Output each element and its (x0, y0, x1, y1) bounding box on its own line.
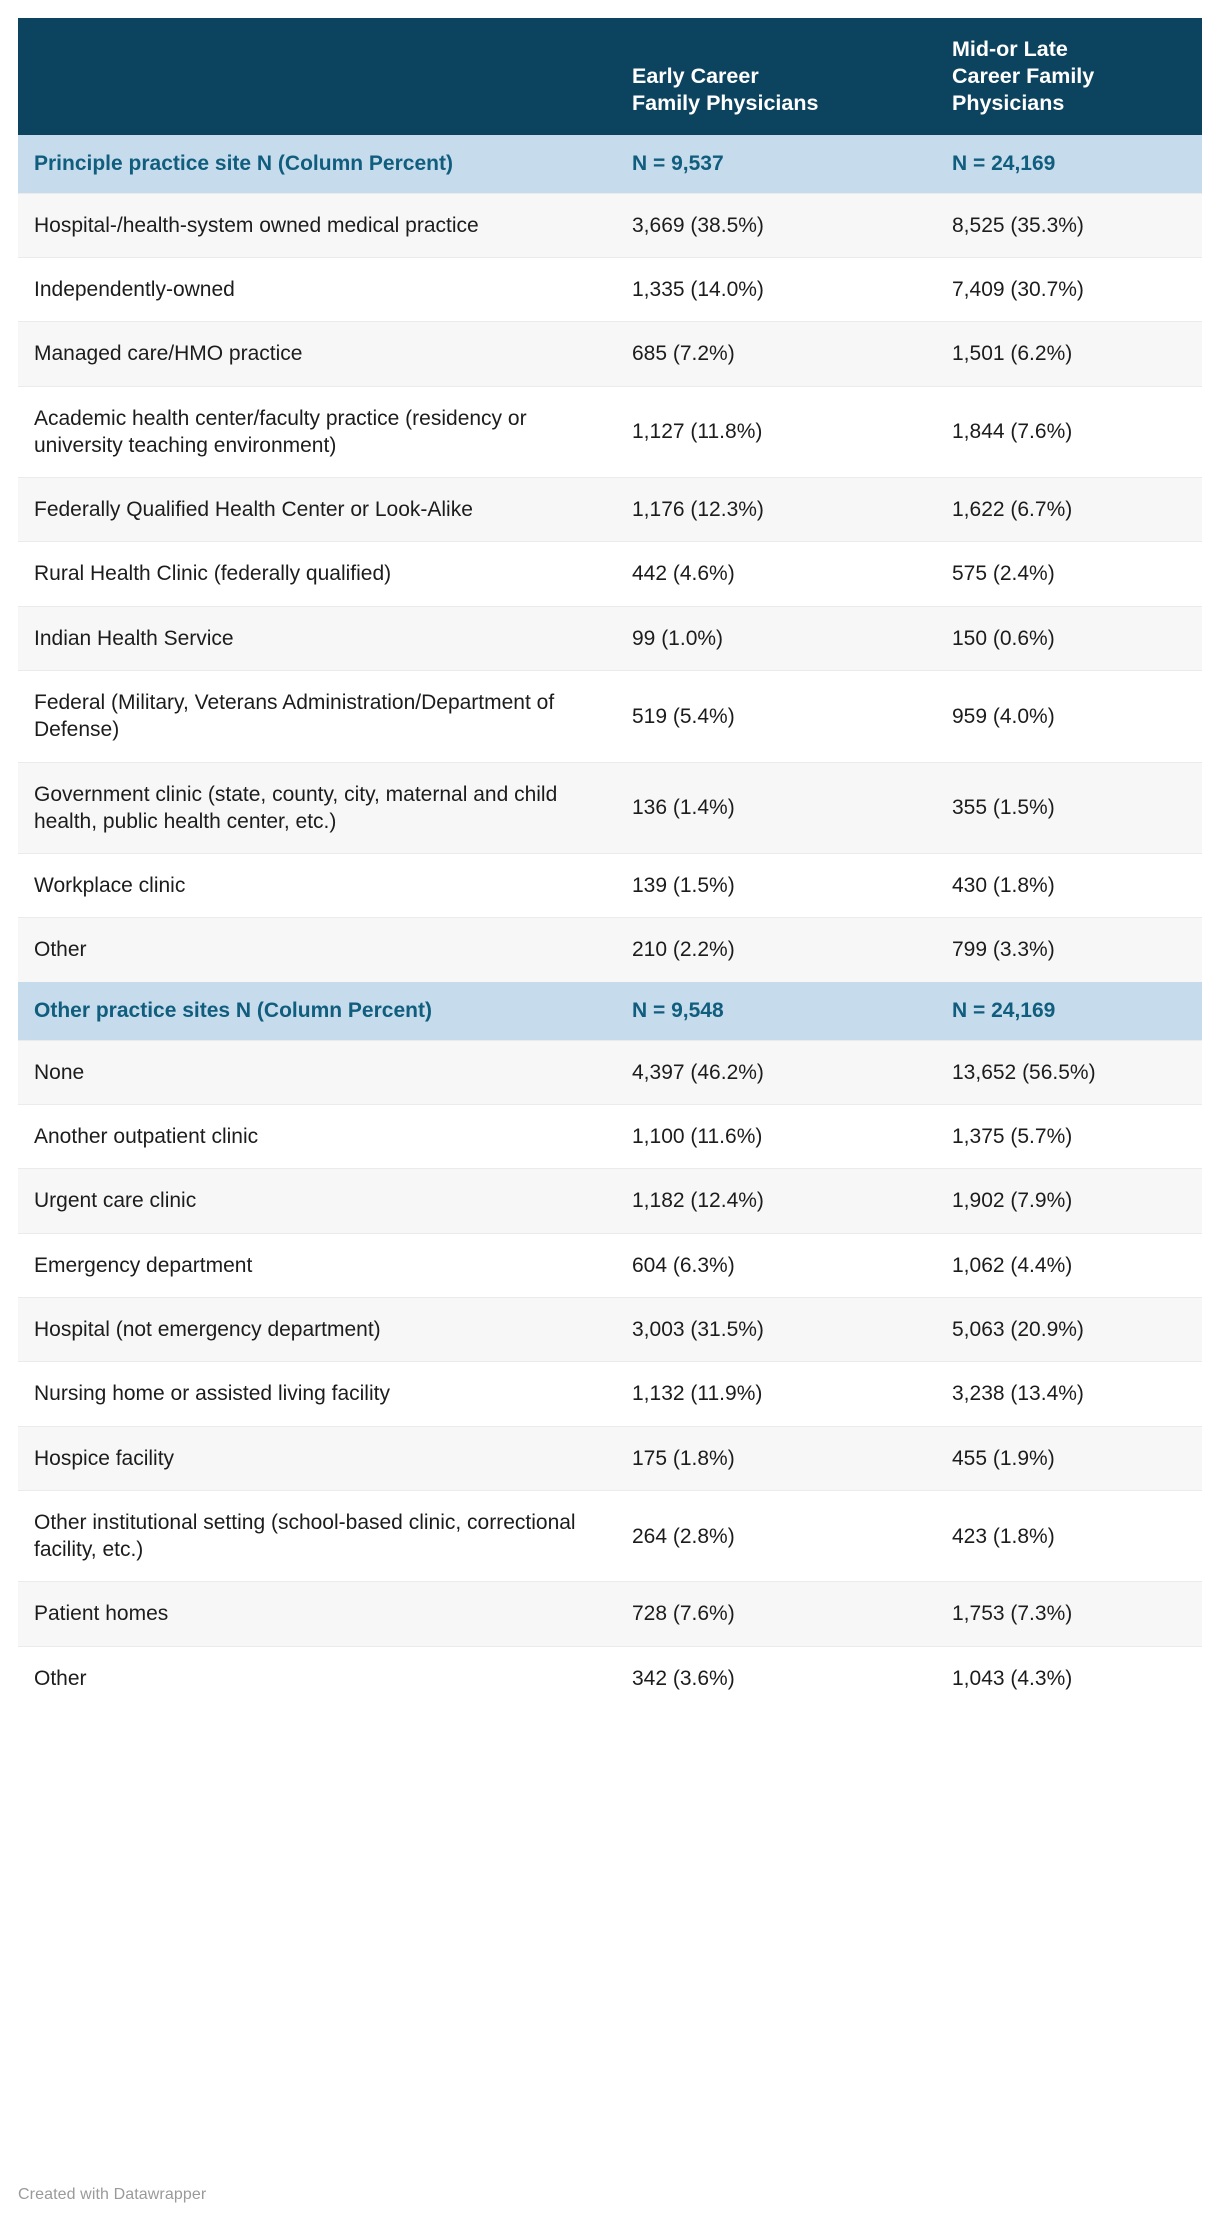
cell-early-career: 210 (2.2%) (618, 918, 938, 982)
cell-mid-late-career: 1,043 (4.3%) (938, 1646, 1202, 1710)
cell-early-career: 442 (4.6%) (618, 542, 938, 606)
table-row (18, 1490, 1202, 1582)
table-header-row (18, 18, 1202, 135)
table-row (18, 257, 1202, 321)
table-row (18, 386, 1202, 478)
row-label: Government clinic (state, county, city, maternal and child health, public health center, etc.) (18, 762, 618, 854)
table-row (18, 606, 1202, 670)
cell-mid-late-career: 1,375 (5.7%) (938, 1105, 1202, 1169)
cell-early-career: 99 (1.0%) (618, 606, 938, 670)
row-label: Urgent care clinic (18, 1169, 618, 1233)
row-label: Hospital-/health-system owned medical practice (18, 193, 618, 257)
cell-early-career: 264 (2.8%) (618, 1490, 938, 1582)
table-row (18, 1646, 1202, 1710)
table-row (18, 671, 1202, 763)
cell-mid-late-career: 1,622 (6.7%) (938, 478, 1202, 542)
header-early-line-2: Family Physicians (632, 90, 819, 115)
row-label: None (18, 1040, 618, 1104)
table-row (18, 322, 1202, 386)
header-late-line-2: Career Family (952, 63, 1095, 88)
row-label: Other (18, 918, 618, 982)
row-label: Other institutional setting (school-based clinic, correctional facility, etc.) (18, 1490, 618, 1582)
table-head (18, 18, 1202, 135)
practice-site-table (18, 18, 1202, 1710)
table-row (18, 1040, 1202, 1104)
cell-mid-late-career: 355 (1.5%) (938, 762, 1202, 854)
table-row (18, 1105, 1202, 1169)
table-row (18, 1233, 1202, 1297)
table-row (18, 1297, 1202, 1361)
cell-mid-late-career: 1,501 (6.2%) (938, 322, 1202, 386)
table-row (18, 1362, 1202, 1426)
section-total-early-career: N = 9,548 (618, 982, 938, 1041)
section-total-early-career: N = 9,537 (618, 135, 938, 194)
section-title: Principle practice site N (Column Percent) (18, 135, 618, 194)
header-late-line-1: Mid-or Late (952, 37, 1068, 61)
row-label: Patient homes (18, 1582, 618, 1646)
cell-early-career: 136 (1.4%) (618, 762, 938, 854)
cell-early-career: 1,182 (12.4%) (618, 1169, 938, 1233)
row-label: Managed care/HMO practice (18, 322, 618, 386)
row-label: Federal (Military, Veterans Administration/Department of Defense) (18, 671, 618, 763)
row-label: Indian Health Service (18, 606, 618, 670)
row-label: Hospital (not emergency department) (18, 1297, 618, 1361)
table-row (18, 1426, 1202, 1490)
table-body (18, 135, 1202, 1710)
cell-mid-late-career: 150 (0.6%) (938, 606, 1202, 670)
cell-mid-late-career: 1,844 (7.6%) (938, 386, 1202, 478)
cell-early-career: 342 (3.6%) (618, 1646, 938, 1710)
cell-early-career: 604 (6.3%) (618, 1233, 938, 1297)
table-row (18, 478, 1202, 542)
table-row (18, 1582, 1202, 1646)
cell-mid-late-career: 1,062 (4.4%) (938, 1233, 1202, 1297)
table-row (18, 762, 1202, 854)
cell-early-career: 1,176 (12.3%) (618, 478, 938, 542)
cell-early-career: 1,335 (14.0%) (618, 257, 938, 321)
header-late-line-3: Physicians (952, 90, 1065, 115)
section-header-row (18, 135, 1202, 194)
cell-early-career: 685 (7.2%) (618, 322, 938, 386)
table-row (18, 542, 1202, 606)
row-label: Rural Health Clinic (federally qualified) (18, 542, 618, 606)
cell-mid-late-career: 455 (1.9%) (938, 1426, 1202, 1490)
cell-mid-late-career: 3,238 (13.4%) (938, 1362, 1202, 1426)
datawrapper-credit[interactable]: Created with Datawrapper (18, 2186, 207, 2203)
section-total-mid-late-career: N = 24,169 (938, 982, 1202, 1041)
row-label: Nursing home or assisted living facility (18, 1362, 618, 1426)
column-header-early-career (618, 18, 938, 135)
cell-mid-late-career: 7,409 (30.7%) (938, 257, 1202, 321)
row-label: Emergency department (18, 1233, 618, 1297)
cell-mid-late-career: 1,753 (7.3%) (938, 1582, 1202, 1646)
table-row (18, 854, 1202, 918)
row-label: Academic health center/faculty practice (residency or university teaching environment) (18, 386, 618, 478)
cell-mid-late-career: 575 (2.4%) (938, 542, 1202, 606)
cell-mid-late-career: 799 (3.3%) (938, 918, 1202, 982)
row-label: Another outpatient clinic (18, 1105, 618, 1169)
column-header-mid-late-career (938, 18, 1202, 135)
cell-early-career: 4,397 (46.2%) (618, 1040, 938, 1104)
row-label: Workplace clinic (18, 854, 618, 918)
section-header-row (18, 982, 1202, 1041)
table-row (18, 1169, 1202, 1233)
cell-early-career: 3,003 (31.5%) (618, 1297, 938, 1361)
cell-mid-late-career: 13,652 (56.5%) (938, 1040, 1202, 1104)
table-row (18, 193, 1202, 257)
row-label: Independently-owned (18, 257, 618, 321)
cell-early-career: 728 (7.6%) (618, 1582, 938, 1646)
cell-mid-late-career: 8,525 (35.3%) (938, 193, 1202, 257)
table-row (18, 918, 1202, 982)
cell-mid-late-career: 430 (1.8%) (938, 854, 1202, 918)
section-title: Other practice sites N (Column Percent) (18, 982, 618, 1041)
cell-mid-late-career: 423 (1.8%) (938, 1490, 1202, 1582)
row-label: Federally Qualified Health Center or Look-Alike (18, 478, 618, 542)
cell-early-career: 3,669 (38.5%) (618, 193, 938, 257)
cell-mid-late-career: 959 (4.0%) (938, 671, 1202, 763)
table-page (0, 18, 1220, 2220)
section-total-mid-late-career: N = 24,169 (938, 135, 1202, 194)
cell-early-career: 139 (1.5%) (618, 854, 938, 918)
row-label: Hospice facility (18, 1426, 618, 1490)
row-label: Other (18, 1646, 618, 1710)
column-header-label (18, 18, 618, 135)
cell-mid-late-career: 1,902 (7.9%) (938, 1169, 1202, 1233)
cell-early-career: 1,127 (11.8%) (618, 386, 938, 478)
cell-early-career: 519 (5.4%) (618, 671, 938, 763)
cell-early-career: 1,132 (11.9%) (618, 1362, 938, 1426)
header-early-line-1: Early Career (632, 63, 759, 88)
cell-early-career: 175 (1.8%) (618, 1426, 938, 1490)
cell-mid-late-career: 5,063 (20.9%) (938, 1297, 1202, 1361)
cell-early-career: 1,100 (11.6%) (618, 1105, 938, 1169)
